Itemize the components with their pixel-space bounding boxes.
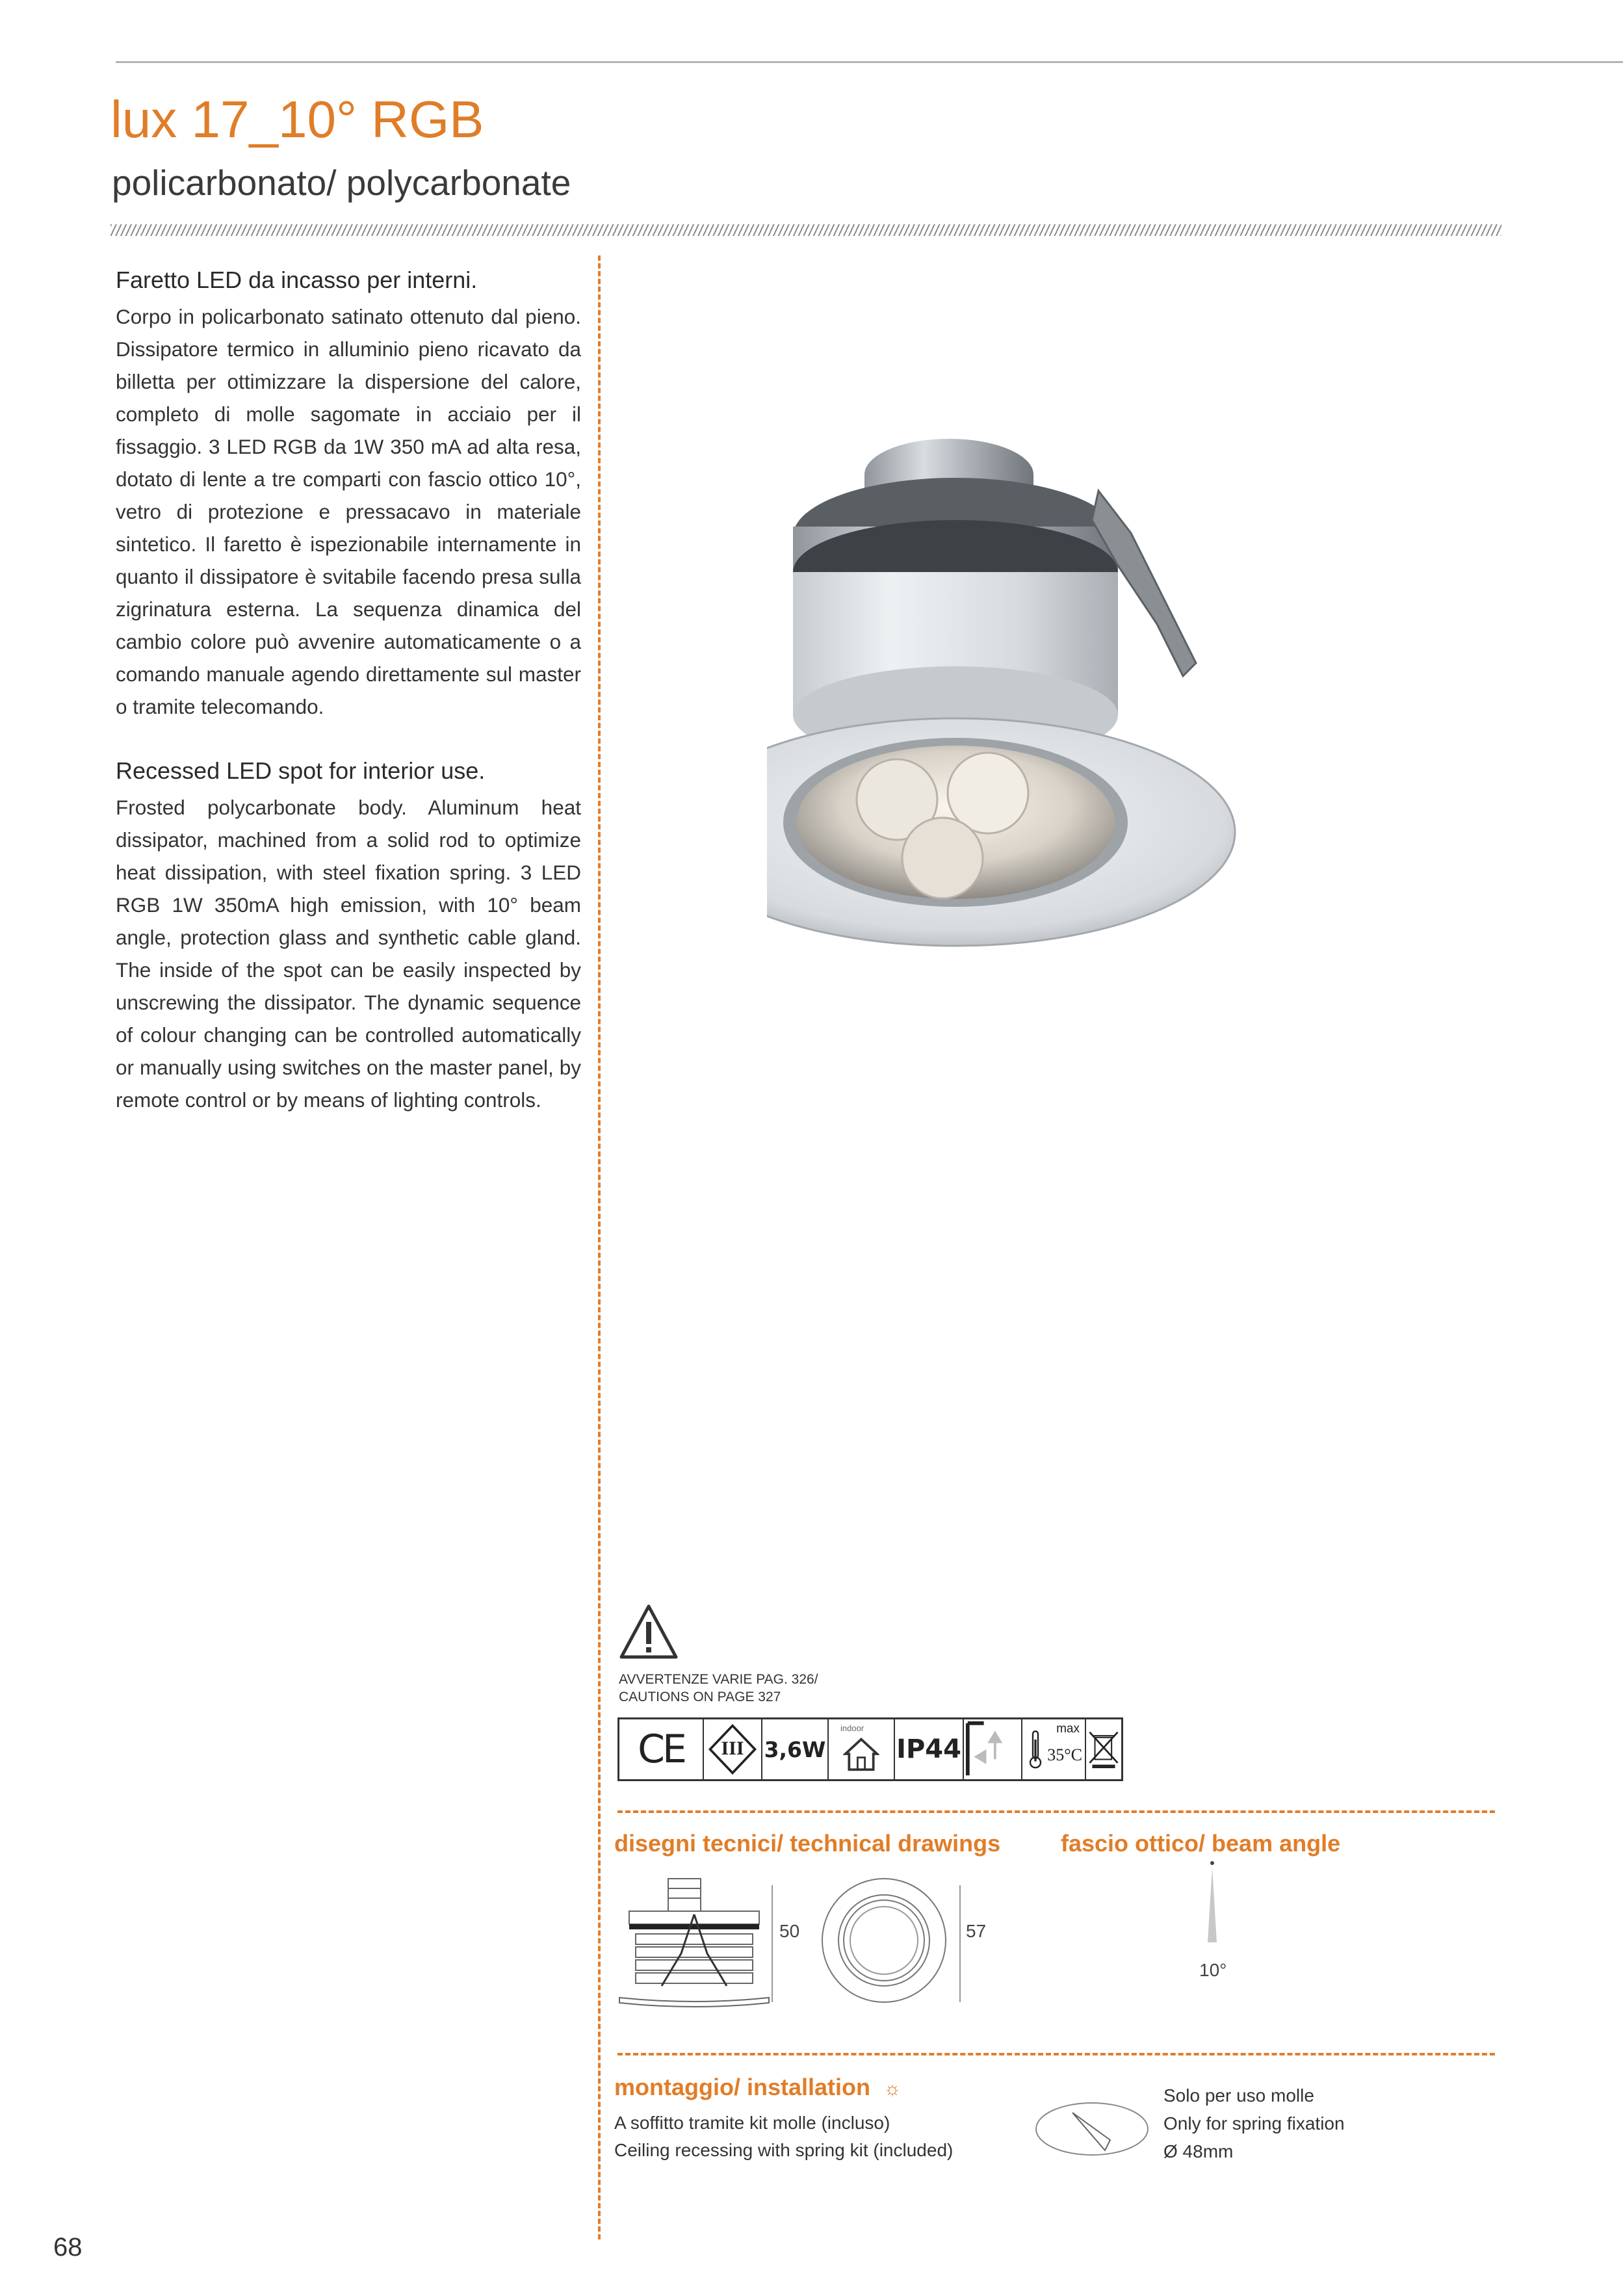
product-photo (767, 416, 1358, 1021)
warning-icon (617, 1602, 680, 1661)
spring-fixation-drawing (1033, 2100, 1150, 2158)
thermometer-glyph (1028, 1726, 1043, 1774)
side-view-drawing (616, 1875, 772, 2012)
ce-mark-icon: CE (619, 1719, 704, 1779)
caution-text-it: AVVERTENZE VARIE PAG. 326/ (619, 1672, 818, 1687)
section-divider-2 (617, 2053, 1495, 2055)
class-iii-icon: III (704, 1719, 762, 1779)
installation-line-it: A soffitto tramite kit molle (incluso) (614, 2113, 890, 2133)
power-icon: 3,6W (762, 1719, 829, 1779)
sun-icon: ☼ (883, 2078, 902, 2100)
page-number: 68 (53, 2233, 83, 2262)
house-icon (843, 1736, 879, 1772)
spring-note-en: Only for spring fixation (1163, 2113, 1345, 2133)
ip-rating-icon: IP44 (895, 1719, 964, 1779)
crossed-bin-glyph (1086, 1723, 1121, 1776)
installation-heading-text: montaggio/ installation (614, 2074, 870, 2100)
vertical-divider (598, 255, 601, 2239)
caution-text-en: CAUTIONS ON PAGE 327 (619, 1689, 781, 1704)
spec-icons-bar (617, 1717, 1123, 1781)
english-heading: Recessed LED spot for interior use. (116, 757, 486, 784)
product-subtitle: policarbonato/ polycarbonate (112, 163, 571, 203)
english-description: Frosted polycarbonate body. Aluminum heat dissipator, machined from a solid rod to optimize heat dissipation, with steel fixation spring. 3 LED RGB 1W 350mA high emission, with 10° beam angle, protection glass and synthetic cable gland. The inside of the spot can be easily inspected by unscrewing the dissipator. The dynamic sequence of colour changing can be controlled automatically or manually using switches on the master panel, by remote control or by means of lighting controls. (116, 796, 581, 1112)
section-divider-1 (617, 1810, 1495, 1813)
front-view-drawing (806, 1875, 962, 2005)
dimension-height: 50 (779, 1921, 800, 1941)
hole-diameter: Ø 48mm (1163, 2141, 1234, 2161)
dimension-line-height (772, 1885, 773, 2002)
recessed-symbol (965, 1721, 1020, 1778)
spring-note-it: Solo per uso molle (1163, 2085, 1314, 2106)
beam-cone-drawing (1189, 1859, 1235, 1944)
technical-drawings-heading: disegni tecnici/ technical drawings (614, 1830, 1001, 1857)
italian-description: Corpo in policarbonato satinato ottenuto dal pieno. Dissipatore termico in alluminio pieno ricavato da billetta per ottimizzare la dispersione del calore, completo di molle sagomate in acciaio per il fissaggio. 3 LED RGB da 1W 350 mA ad alta resa, dotato di lente a tre comparti con fascio ottico 10°, vetro di protezione e pressacavo in materiale sintetico. Il faretto è ispezionabile internamente in quanto il dissipatore è svitabile facendo presa sulla zigrinatura esterna. La sequenza dinamica del cambio colore può avvenire automaticamente o a comando manuale agendo direttamente sul master o tramite telecomando. (116, 305, 581, 718)
thermometer-icon: max 35°C (1022, 1719, 1086, 1779)
italian-heading: Faretto LED da incasso per interni. (116, 267, 478, 293)
dimension-diameter: 57 (966, 1921, 987, 1941)
beam-angle-value: 10° (1199, 1960, 1227, 1980)
installation-line-en: Ceiling recessing with spring kit (included) (614, 2140, 954, 2160)
top-rule (116, 61, 1623, 63)
beam-angle-heading: fascio ottico/ beam angle (1061, 1830, 1341, 1857)
weee-bin-icon (1086, 1719, 1121, 1779)
dimension-line-diameter (959, 1885, 961, 2002)
hatch-divider (110, 224, 1501, 236)
product-title: lux 17_10° RGB (110, 90, 484, 148)
installation-heading (614, 2076, 902, 2099)
recessed-install-icon (964, 1719, 1022, 1779)
indoor-house-icon: indoor (829, 1719, 895, 1779)
